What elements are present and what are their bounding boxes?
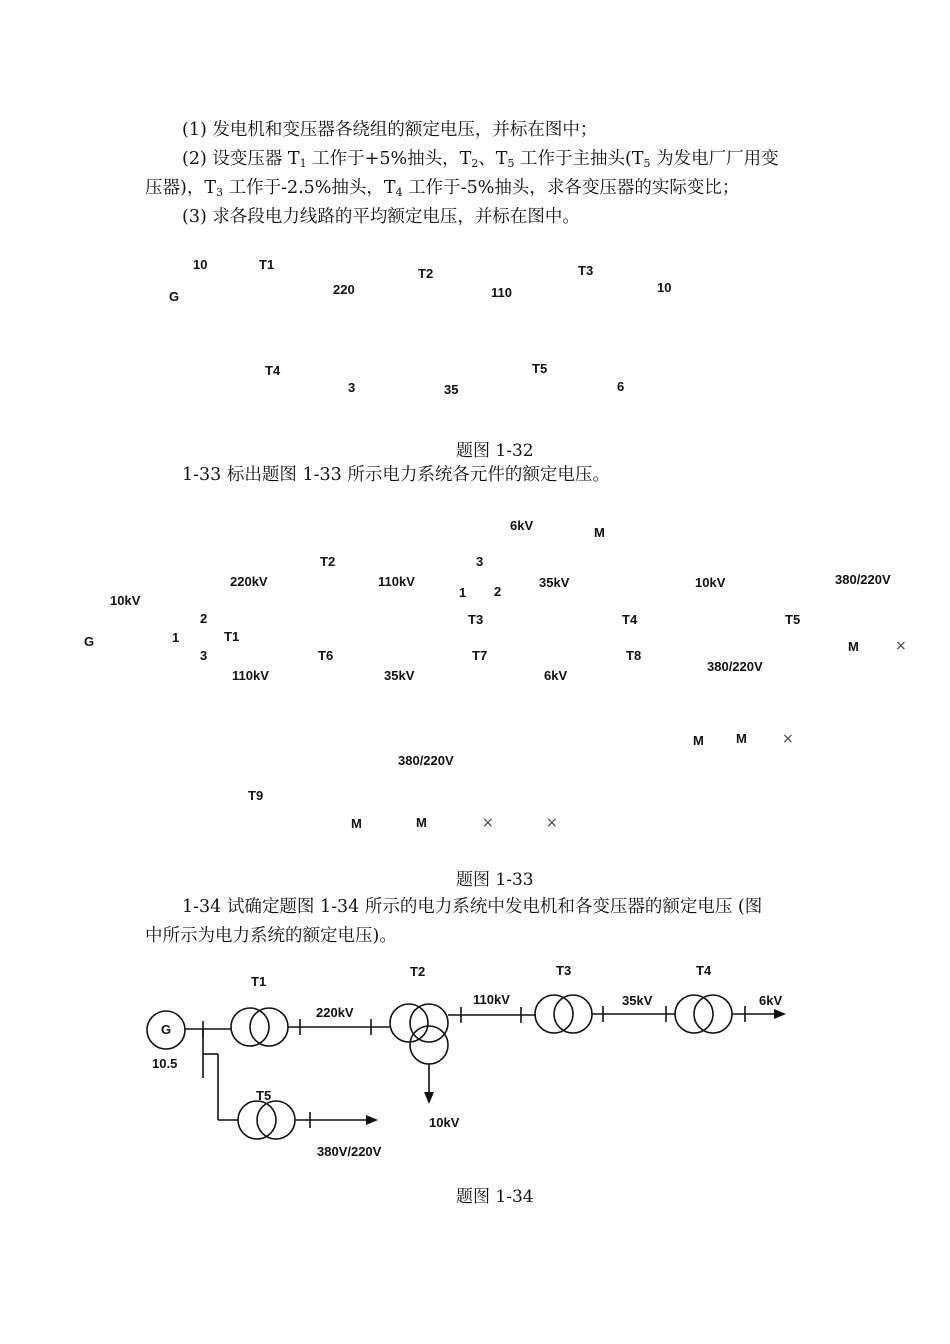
fig32-label-10-right: 10 [657,280,672,295]
fig32-label-t2: T2 [418,266,434,281]
fig33-label-2-mid: 2 [494,584,502,599]
fig34-label-t4: T4 [696,963,712,978]
fig33-label-35kv-top: 35kV [539,575,570,590]
fig33-label-t4: T4 [622,612,638,627]
fig32-label-6: 6 [617,379,625,394]
fig33-label-1-left: 1 [172,630,180,645]
fig34-label-10-5: 10.5 [152,1056,178,1071]
figure-caption-1-33: 题图 1-33 [456,870,534,890]
fig33-label-110kv-bottom: 110kV [232,668,269,683]
question-2-line-1: (2) 设变压器 $T_1$ 工作于+5%抽头，$T_2$、$T_5$ 工作于主抽头($T_5$ 为发电厂厂用变 [182,149,779,170]
fig33-label-t3: T3 [468,612,484,627]
fig34-label-g: G [161,1022,172,1037]
fig33-label-m-c: M [351,816,362,831]
fig33-label-m-d: M [416,815,427,830]
arrow-10kv [424,1092,434,1104]
fig33-label-2-left: 2 [200,611,208,626]
fig33-label-3-top: 3 [476,554,484,569]
fig33-cross-right: × [895,638,907,654]
fig33-label-380-low: 380/220V [398,753,454,768]
fig34-label-t3: T3 [556,963,572,978]
question-2-line-2: 压器)，$T_3$ 工作于-2.5%抽头，$T_4$ 工作于-5%抽头，求各变压器的实际变比； [145,178,740,199]
fig32-label-10-left: 10 [193,257,208,272]
fig33-label-t8: T8 [626,648,642,663]
fig34-label-380v: 380V/220V [317,1144,382,1159]
arrow-380v [366,1115,378,1125]
fig33-label-t5: T5 [785,612,801,627]
fig34-label-t2: T2 [410,964,426,979]
fig33-label-6kv-bottom: 6kV [544,668,568,683]
fig32-label-t3: T3 [578,263,594,278]
transformer-t2-symbol-b [410,1004,448,1042]
fig32-label-3: 3 [348,380,356,395]
fig33-label-3-left: 3 [200,648,208,663]
fig33-label-10kv-top: 10kV [695,575,726,590]
question-1: (1) 发电机和变压器各绕组的额定电压，并标在图中； [182,120,598,140]
fig33-label-t2: T2 [320,554,336,569]
fig32-label-220: 220 [333,282,355,297]
problem-1-33-intro: 1-33 标出题图 1-33 所示电力系统各元件的额定电压。 [182,465,610,485]
transformer-t2-symbol-a [390,1004,428,1042]
fig33-label-t6: T6 [318,648,334,663]
fig33-label-380-top: 380/220V [835,572,891,587]
fig32-label-t1: T1 [259,257,275,272]
arrow-6kv [774,1009,786,1019]
fig32-label-t4: T4 [265,363,281,378]
fig34-label-110kv: 110kV [473,992,510,1007]
problem-1-34-line-2: 中所示为电力系统的额定电压)。 [145,926,397,946]
fig33-label-m-top: M [594,525,605,540]
figure-caption-1-34: 题图 1-34 [456,1187,534,1207]
fig34-label-t5: T5 [256,1088,272,1103]
fig32-label-110: 110 [491,285,512,300]
fig32-label-35: 35 [444,382,459,397]
transformer-t2-symbol-c [410,1026,448,1064]
fig33-label-10kv-left: 10kV [110,593,141,608]
fig33-label-t7: T7 [472,648,488,663]
fig33-cross-c: × [546,815,558,831]
fig34-label-6kv: 6kV [759,993,783,1008]
fig34-label-220kv: 220kV [316,1005,354,1020]
fig34-label-t1: T1 [251,974,267,989]
fig33-label-t9: T9 [248,788,264,803]
fig32-label-g: G [169,289,180,304]
fig34-label-10kv: 10kV [429,1115,460,1130]
fig33-label-6kv-top: 6kV [510,518,534,533]
fig33-label-m-b: M [736,731,747,746]
fig33-cross-b: × [482,815,494,831]
problem-1-34-line-1: 1-34 试确定题图 1-34 所示的电力系统中发电机和各变压器的额定电压 (图 [182,897,763,917]
fig33-label-t1: T1 [224,629,240,644]
fig33-label-110kv-top: 110kV [378,574,415,589]
question-3: (3) 求各段电力线路的平均额定电压，并标在图中。 [182,207,580,227]
fig33-label-220kv: 220kV [230,574,268,589]
figure-caption-1-32: 题图 1-32 [456,441,534,461]
fig33-cross-a: × [782,731,794,747]
fig33-label-m-a: M [693,733,704,748]
fig32-label-t5: T5 [532,361,548,376]
fig34-label-35kv: 35kV [622,993,653,1008]
fig33-label-380-mid: 380/220V [707,659,763,674]
fig33-label-m-right: M [848,639,859,654]
fig33-label-35kv-bottom: 35kV [384,668,415,683]
fig33-label-g: G [84,634,95,649]
fig33-label-1-mid: 1 [459,585,467,600]
